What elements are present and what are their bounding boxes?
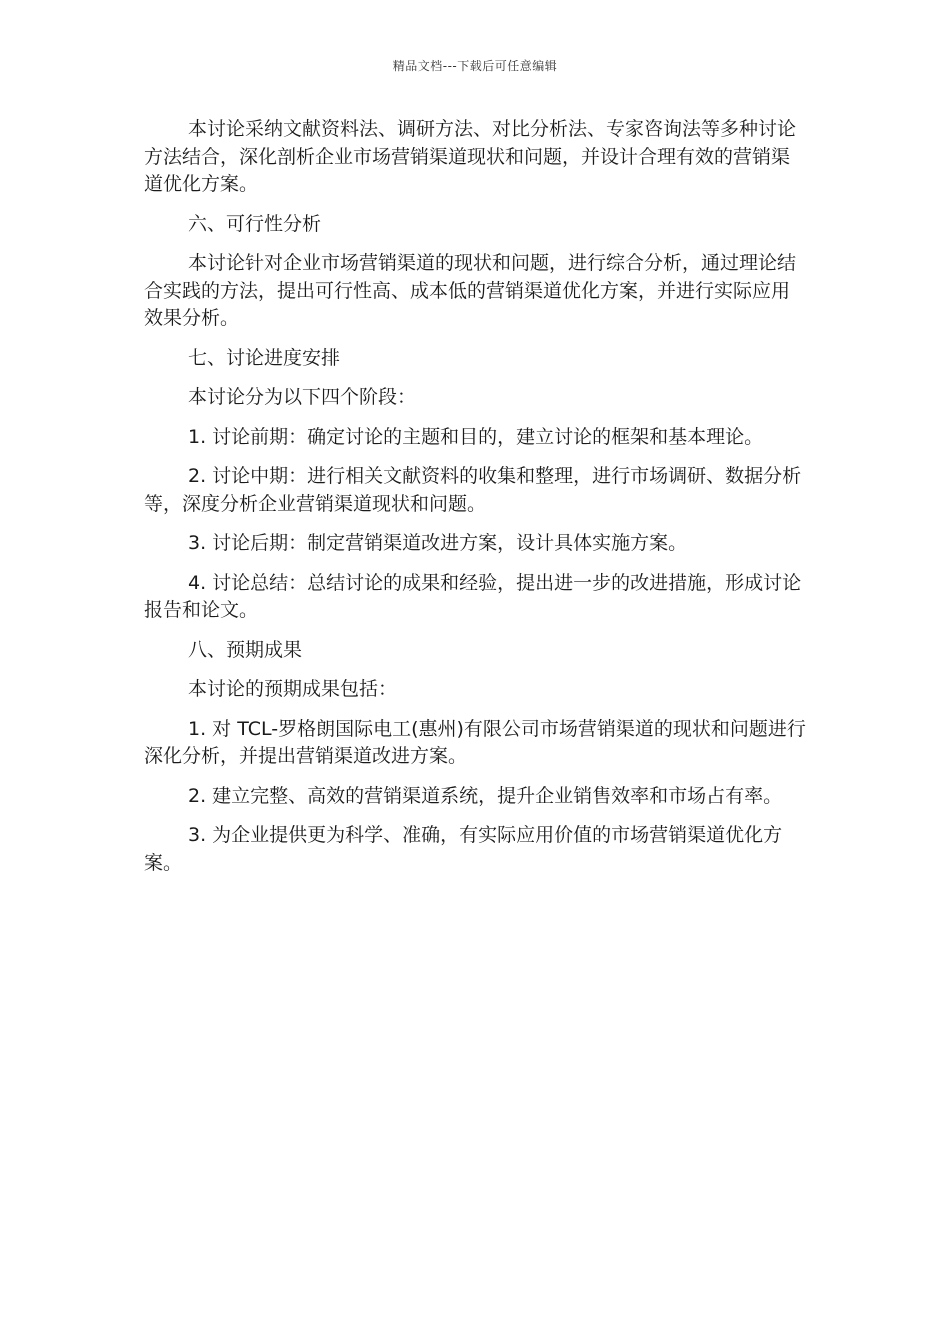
section-heading-schedule: 七、讨论进度安排 bbox=[188, 346, 341, 369]
list-item-stage-2: 2. 讨论中期：进行相关文献资料的收集和整理，进行市场调研、数据分析等，深度分析企业营销渠道现状和问题。 bbox=[144, 465, 802, 515]
paragraph-schedule-intro: 本讨论分为以下四个阶段： bbox=[188, 386, 417, 408]
list-item-stage-1: 1. 讨论前期：确定讨论的主题和目的，建立讨论的框架和基本理论。 bbox=[188, 425, 764, 448]
document-body bbox=[144, 116, 808, 889]
list-item-outcome-2: 2. 建立完整、高效的营销渠道系统，提升企业销售效率和市场占有率。 bbox=[188, 784, 783, 807]
paragraph-methods: 本讨论采纳文献资料法、调研方法、对比分析法、专家咨询法等多种讨论方法结合，深化剖析企业市场营销渠道现状和问题，并设计合理有效的营销渠道优化方案。 bbox=[144, 118, 797, 195]
list-item-stage-3: 3. 讨论后期：制定营销渠道改进方案，设计具体实施方案。 bbox=[188, 532, 688, 554]
list-item-outcome-1: 1. 对 TCL-罗格朗国际电工(惠州)有限公司市场营销渠道的现状和问题进行深化分析，并提出营销渠道改进方案。 bbox=[144, 717, 806, 767]
page-header: 精品文档---下载后可任意编辑 bbox=[392, 59, 558, 73]
section-heading-outcomes: 八、预期成果 bbox=[188, 638, 303, 661]
list-item-stage-4: 4. 讨论总结：总结讨论的成果和经验，提出进一步的改进措施，形成讨论报告和论文。 bbox=[144, 571, 802, 621]
section-heading-feasibility: 六、可行性分析 bbox=[188, 212, 322, 235]
list-item-outcome-3: 3. 为企业提供更为科学、准确，有实际应用价值的市场营销渠道优化方案。 bbox=[144, 824, 783, 874]
paragraph-feasibility: 本讨论针对企业市场营销渠道的现状和问题，进行综合分析，通过理论结合实践的方法，提出可行性高、成本低的营销渠道优化方案，并进行实际应用效果分析。 bbox=[144, 252, 797, 329]
paragraph-outcomes-intro: 本讨论的预期成果包括： bbox=[188, 678, 398, 700]
